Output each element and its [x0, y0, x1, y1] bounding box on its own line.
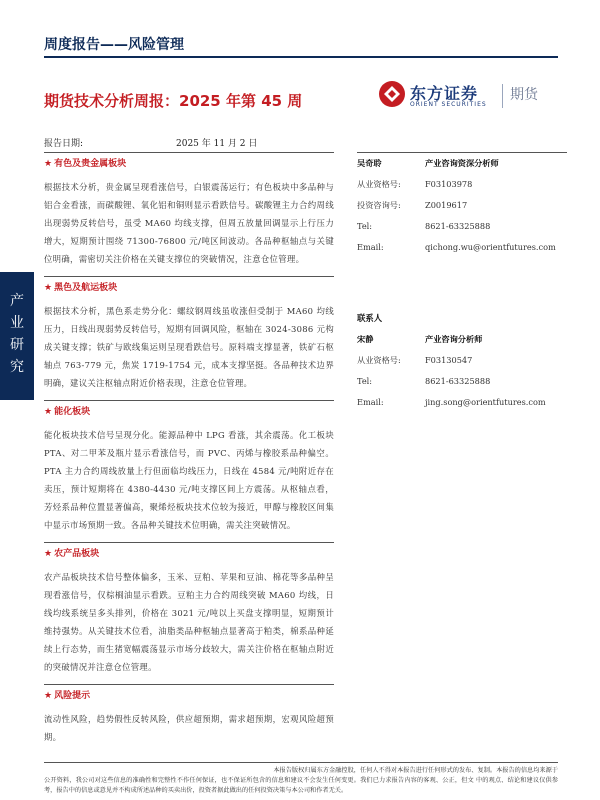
orient-logo-icon	[378, 80, 406, 108]
contact-info-row	[357, 350, 567, 371]
info-key: Tel:	[357, 221, 373, 231]
analyst-info-row	[357, 237, 567, 258]
section-agri	[44, 542, 334, 676]
section-body: 流动性风险，趋势假性反转风险，供应超预期，需求超预期，宏观风险超预期。	[44, 714, 334, 742]
info-key: 从业资格号:	[357, 355, 401, 365]
star-icon: ★	[44, 283, 53, 293]
logo-sub: 期货	[510, 87, 538, 103]
section-body: 农产品板块技术信号整体偏多，玉米、豆粕、苹果和豆油、棉花等多品种呈现看涨信号，仅棕榈油显示看跌。豆粕主力合约周线突破 MA60 均线，日线均线系统呈多头排列，价格在 3021 元/吨以上买盘支撑明显，短期预计维持强势。从关键技术位看，油脂类品种枢轴点显著高于粕类，棉系品种延续上行态势，而生猪宽幅震荡显示市场分歧较大，需关注价格在枢轴点附近的突破情况并注意仓位管理。	[44, 572, 334, 672]
report-title: 期货技术分析周报：2025 年第 45 周	[44, 92, 303, 110]
star-icon: ★	[44, 159, 53, 169]
side-char: 产	[10, 293, 24, 309]
section-body: 根据技术分析，黑色系走势分化：螺纹钢周线虽收涨但受制于 MA60 均线压力，日线出现弱势反转信号，短期有回调风险，枢轴在 3024-3086 元构成关键支撑；铁矿与欧线集运则呈现看跌信号。原料端支撑显著，铁矿石枢轴点 763-779 元，焦炭 1719-1754 元，成本支撑坚挺。各品种技术边界明确，建议关注枢轴点附近价格表现，注意仓位管理。	[44, 306, 334, 388]
logo-english: ORIENT SECURITIES	[410, 101, 487, 108]
section-risk	[44, 684, 334, 746]
section-title: 能化板块	[54, 407, 91, 417]
disclaimer-line: 本报告版权归属东方金融控股，任何人不得对本报告进行任何形式的发布、复制。本报告的信息均来源于	[273, 767, 558, 774]
star-icon: ★	[44, 691, 53, 701]
section-title: 风险提示	[54, 691, 91, 701]
disclaimer-line: 中的观点、结论和建议仅供参考，报告中的信息或意见并不构成所述品种的买卖出价，投资者据此做出的任何投资决策与本公司和作者无关。	[44, 777, 559, 794]
info-value: F03103978	[425, 179, 473, 189]
contact-role: 产业咨询分析师	[425, 334, 483, 344]
side-label-bar	[0, 272, 34, 400]
info-key: Email:	[357, 242, 384, 252]
info-key: Tel:	[357, 376, 373, 386]
company-logo	[378, 80, 568, 112]
contact-name-row	[357, 329, 567, 350]
star-icon: ★	[44, 549, 53, 559]
disclaimer	[44, 766, 558, 796]
analyst-info-row	[357, 195, 567, 216]
section-body: 能化板块技术信号呈现分化。能源品种中 LPG 看涨，其余震荡。化工板块 PTA、对二甲苯及瓶片显示看涨信号，而 PVC、丙烯与橡胶系品种偏空。PTA 主力合约周线放量上行但面临均线压力，日线在 4584 元/吨附近存在卖压，预计短期将在 4380-4430 元/吨支撑区间上方震荡。从枢轴点看，芳烃系品种位置显著偏高，聚烯烃板块技术位较为接近，甲醇与橡胶区间集中显示市场预期一致。各品种关键技术位明确，需关注突破情况。	[44, 430, 334, 530]
analyst-info-row	[357, 174, 567, 195]
info-value: 8621-63325888	[425, 221, 491, 231]
footer-divider	[44, 762, 558, 763]
info-key: Email:	[357, 397, 384, 407]
analyst-panel	[357, 152, 567, 413]
date-value: 2025 年 11 月 2 日	[176, 139, 258, 149]
section-title: 黑色及航运板块	[54, 283, 118, 293]
info-value: 8621-63325888	[425, 376, 491, 386]
contact-info-row	[357, 371, 567, 392]
contacts-heading: 联系人	[357, 313, 383, 323]
info-value: Z0019617	[425, 200, 468, 210]
side-char: 研	[10, 337, 24, 353]
info-key: 投资咨询号:	[357, 200, 401, 210]
analyst-name-row	[357, 153, 567, 174]
logo-separator	[502, 84, 503, 108]
main-content	[44, 152, 334, 754]
section-ferrous	[44, 276, 334, 392]
section-title: 有色及贵金属板块	[54, 159, 127, 169]
section-title: 农产品板块	[54, 549, 100, 559]
analyst-info-row	[357, 216, 567, 237]
star-icon: ★	[44, 407, 53, 417]
contact-info-row	[357, 392, 567, 413]
header-divider	[44, 56, 558, 58]
info-value: F03130547	[425, 355, 473, 365]
side-char: 究	[10, 359, 24, 375]
date-label: 报告日期:	[44, 139, 84, 149]
section-body: 根据技术分析，贵金属呈现看涨信号，白银震荡运行；有色板块中多品种与铝合金看涨，而碳酸锂、氧化铝和铜则显示看跌信号。碳酸锂主力合约周线出现弱势反转信号，虽受 MA60 均线支撑，但周五放量回调显示上行压力增大，短期预计围绕 71300-76800 元/吨区间波动。各品种枢轴点与关键位明确，需密切关注价格在关键支撑位的突破情况，注意仓位管理。	[44, 182, 334, 264]
side-char: 业	[10, 315, 24, 331]
logo-name: 东方证券	[410, 84, 479, 103]
contact-email[interactable]: jing.song@orientfutures.com	[425, 397, 546, 407]
contact-name: 宋静	[357, 334, 374, 344]
report-category: 周度报告——风险管理	[44, 37, 184, 53]
section-metals	[44, 152, 334, 268]
info-key: 从业资格号:	[357, 179, 401, 189]
disclaimer-line: 公开资料，我公司对这些信息的准确性和完整性不作任何保证，也不保证所包含的信息和建议不会发生任何变更。我们已力求报告内容的客观、公正，但文	[44, 777, 474, 784]
analyst-name: 吴奇聆	[357, 158, 382, 168]
section-energy-chem	[44, 400, 334, 534]
analyst-email[interactable]: qichong.wu@orientfutures.com	[425, 242, 556, 252]
analyst-role: 产业咨询资深分析师	[425, 158, 499, 168]
